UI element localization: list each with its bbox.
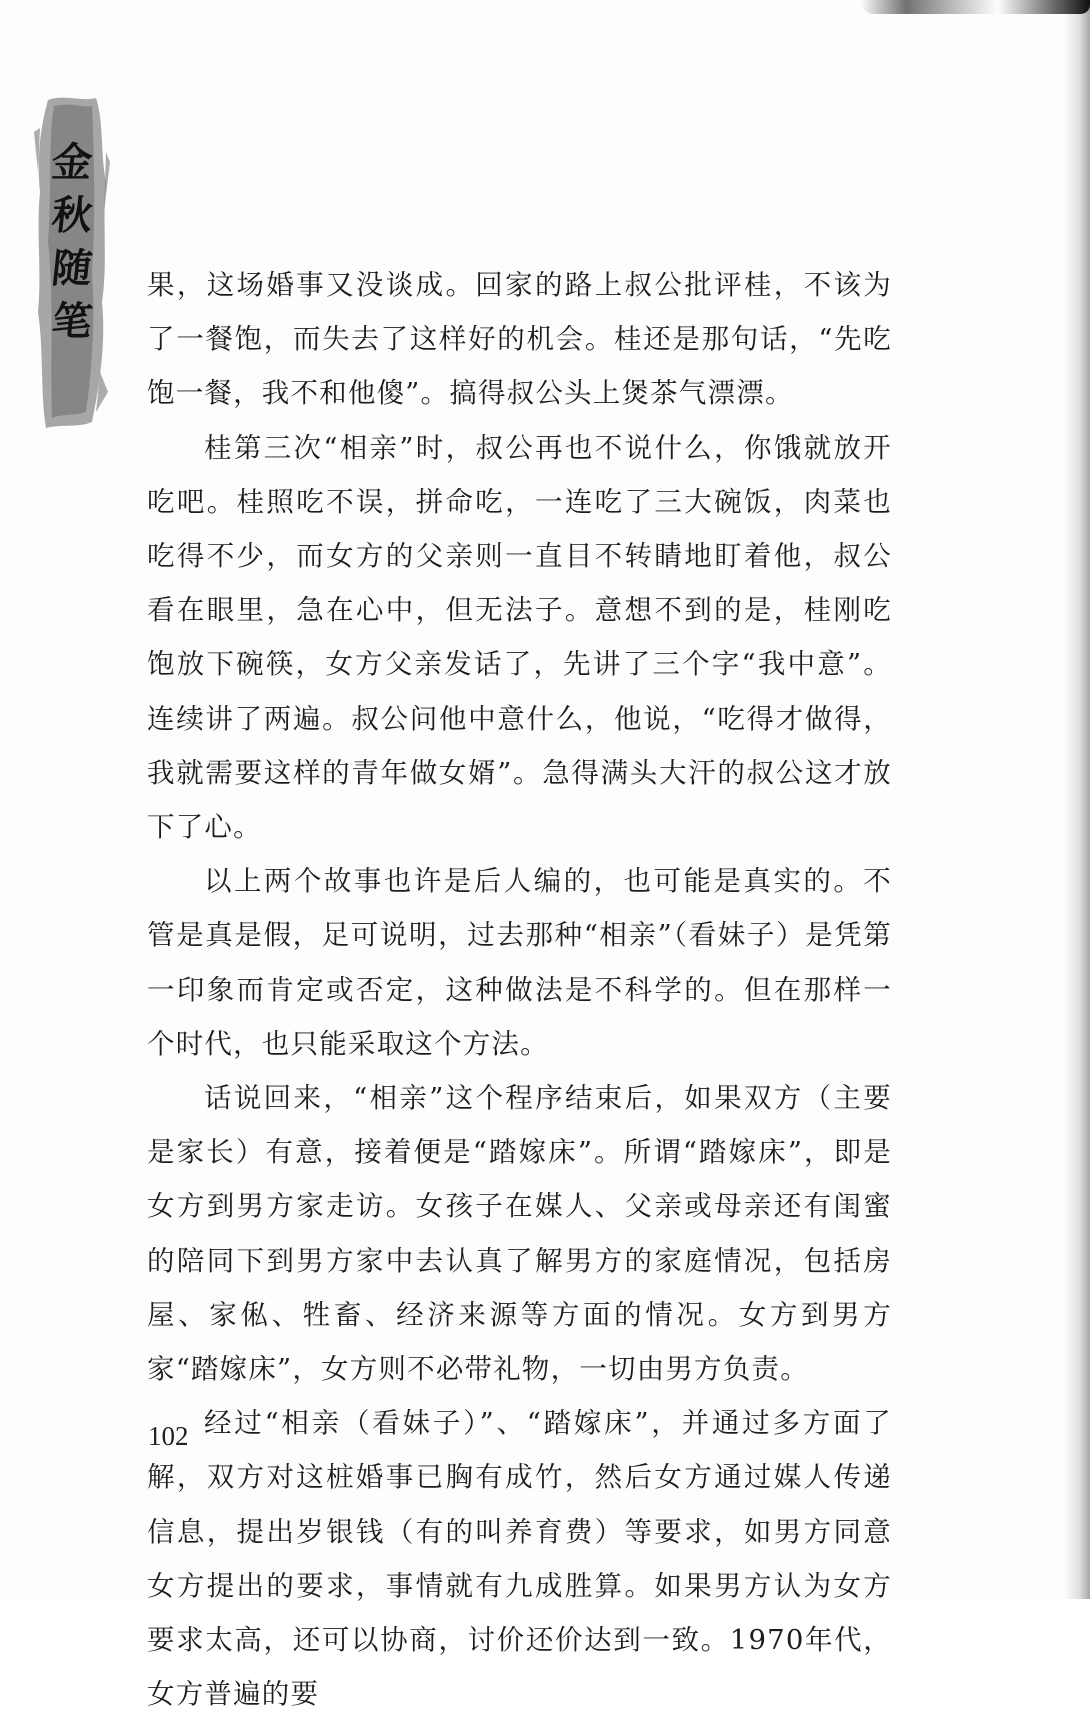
scan-shadow-right — [1064, 0, 1090, 1599]
series-title-char: 金 — [49, 139, 95, 186]
scan-shadow-top — [860, 0, 1090, 14]
series-title-char: 笔 — [49, 298, 95, 345]
series-title-banner — [30, 92, 112, 432]
paragraph: 以上两个故事也许是后人编的，也可能是真实的。不管是真是假，足可说明，过去那种“相亲”（看妹子）是凭第一印象而肯定或否定，这种做法是不科学的。但在那样一个时代，也只能采取这个方法。 — [147, 865, 892, 1060]
paragraph: 果，这场婚事又没谈成。回家的路上叔公批评桂，不该为了一餐饱，而失去了这样好的机会。桂还是那句话，“先吃饱一餐，我不和他傻”。搞得叔公头上煲茶气漂漂。 — [147, 269, 892, 410]
series-title — [42, 136, 102, 348]
body-text — [147, 258, 892, 1721]
paragraph: 桂第三次“相亲”时，叔公再也不说什么，你饿就放开吃吧。桂照吃不误，拼命吃，一连吃了三大碗饭，肉菜也吃得不少，而女方的父亲则一直目不转睛地盯着他，叔公看在眼里，急在心中，但无法子。意想不到的是，桂刚吃饱放下碗筷，女方父亲发话了，先讲了三个字“我中意”。连续讲了两遍。叔公问他中意什么，他说，“吃得才做得，我就需要这样的青年做女婿”。急得满头大汗的叔公这才放下了心。 — [147, 431, 892, 844]
series-title-char: 随 — [49, 245, 95, 292]
paragraph: 话说回来，“相亲”这个程序结束后，如果双方（主要是家长）有意，接着便是“踏嫁床”。所谓“踏嫁床”，即是女方到男方家走访。女孩子在媒人、父亲或母亲还有闺蜜的陪同下到男方家中去认真了解男方的家庭情况，包括房屋、家俬、牲畜、经济来源等方面的情况。女方到男方家“踏嫁床”，女方则不必带礼物，一切由男方负责。 — [147, 1082, 892, 1386]
paragraph: 经过“相亲（看妹子）”、“踏嫁床”，并通过多方面了解，双方对这桩婚事已胸有成竹，然后女方通过媒人传递信息，提出岁银钱（有的叫养育费）等要求，如男方同意女方提出的要求，事情就有九成胜算。如果男方认为女方要求太高，还可以协商，讨价还价达到一致。1970年代，女方普遍的要 — [147, 1407, 892, 1711]
series-title-char: 秋 — [49, 192, 95, 239]
page-number: 102 — [148, 1421, 189, 1451]
